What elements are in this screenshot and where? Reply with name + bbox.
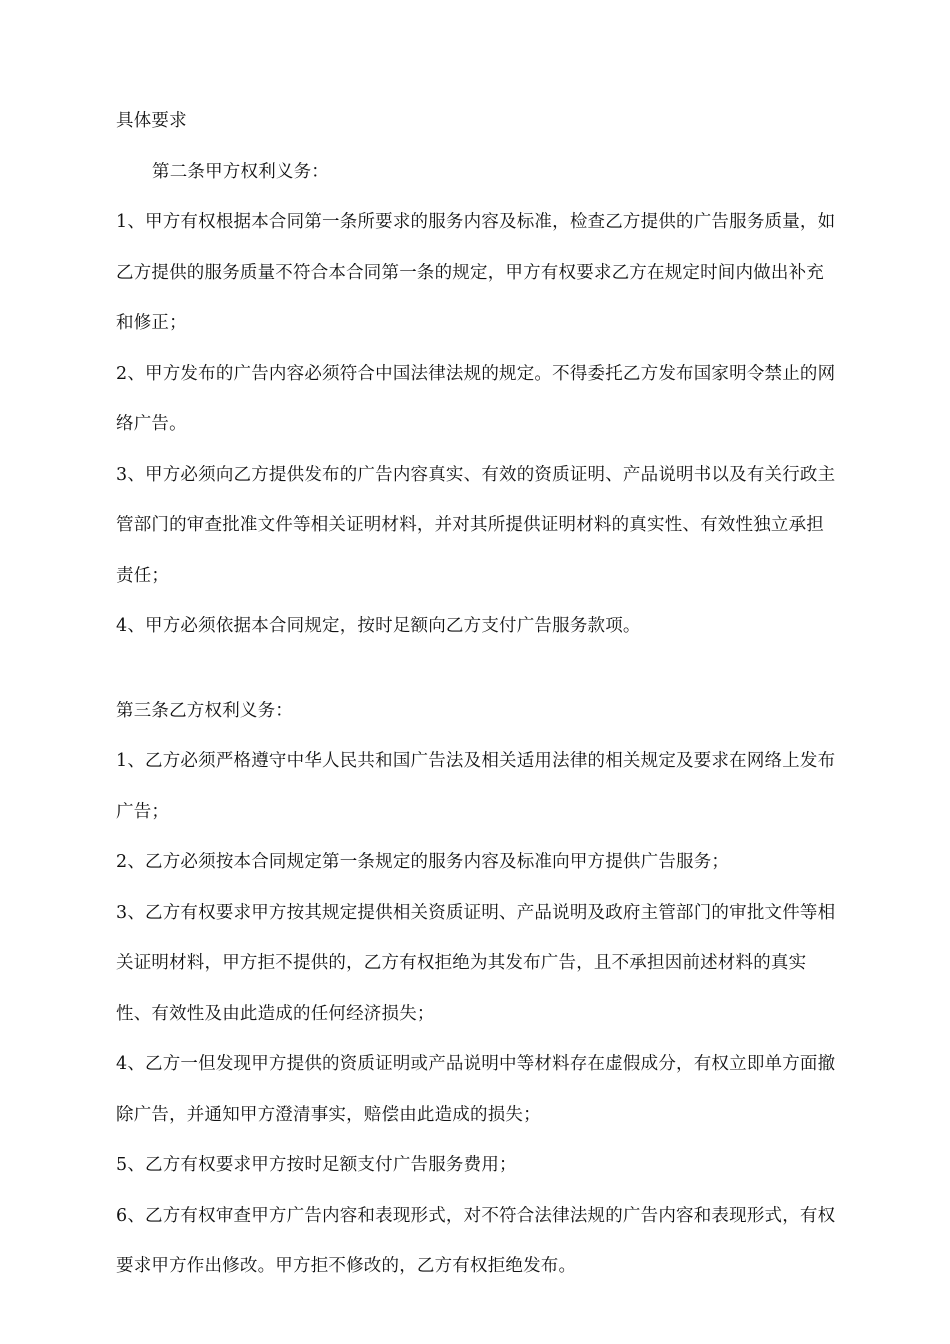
section-3-item-2: 2、乙方必须按本合同规定第一条规定的服务内容及标准向甲方提供广告服务； xyxy=(116,852,730,872)
document-body xyxy=(116,96,838,1292)
section-2-item-1: 1、甲方有权根据本合同第一条所要求的服务内容及标准，检查乙方提供的广告服务质量，如乙方提供的服务质量不符合本合同第一条的规定，甲方有权要求乙方在规定时间内做出补充和修正； xyxy=(116,212,836,333)
section-3-item-6: 6、乙方有权审查甲方广告内容和表现形式，对不符合法律法规的广告内容和表现形式，有权要求甲方作出修改。甲方拒不修改的，乙方有权拒绝发布。 xyxy=(116,1205,836,1276)
section-2-item-3: 3、甲方必须向乙方提供发布的广告内容真实、有效的资质证明、产品说明书以及有关行政主管部门的审查批准文件等相关证明材料，并对其所提供证明材料的真实性、有效性独立承担责任； xyxy=(116,464,836,586)
section-3-item-1: 1、乙方必须严格遵守中华人民共和国广告法及相关适用法律的相关规定及要求在网络上发布广告； xyxy=(116,751,836,822)
section-2-title: 第二条甲方权利义务： xyxy=(152,161,329,182)
section-3-item-3: 3、乙方有权要求甲方按其规定提供相关资质证明、产品说明及政府主管部门的审批文件等相关证明材料，甲方拒不提供的，乙方有权拒绝为其发布广告，且不承担因前述材料的真实性、有效性及由此造成的任何经济损失； xyxy=(116,902,836,1024)
section-2-item-2: 2、甲方发布的广告内容必须符合中国法律法规的规定。不得委托乙方发布国家明令禁止的网络广告。 xyxy=(116,363,836,434)
section-3-item-4: 4、乙方一但发现甲方提供的资质证明或产品说明中等材料存在虚假成分，有权立即单方面撤除广告，并通知甲方澄清事实，赔偿由此造成的损失； xyxy=(116,1054,836,1125)
document-heading: 具体要求 xyxy=(116,111,187,131)
section-2-item-4: 4、甲方必须依据本合同规定，按时足额向乙方支付广告服务款项。 xyxy=(116,616,641,636)
section-spacer xyxy=(116,652,838,686)
section-3-title: 第三条乙方权利义务： xyxy=(116,700,293,721)
section-3-item-5: 5、乙方有权要求甲方按时足额支付广告服务费用； xyxy=(116,1155,517,1175)
